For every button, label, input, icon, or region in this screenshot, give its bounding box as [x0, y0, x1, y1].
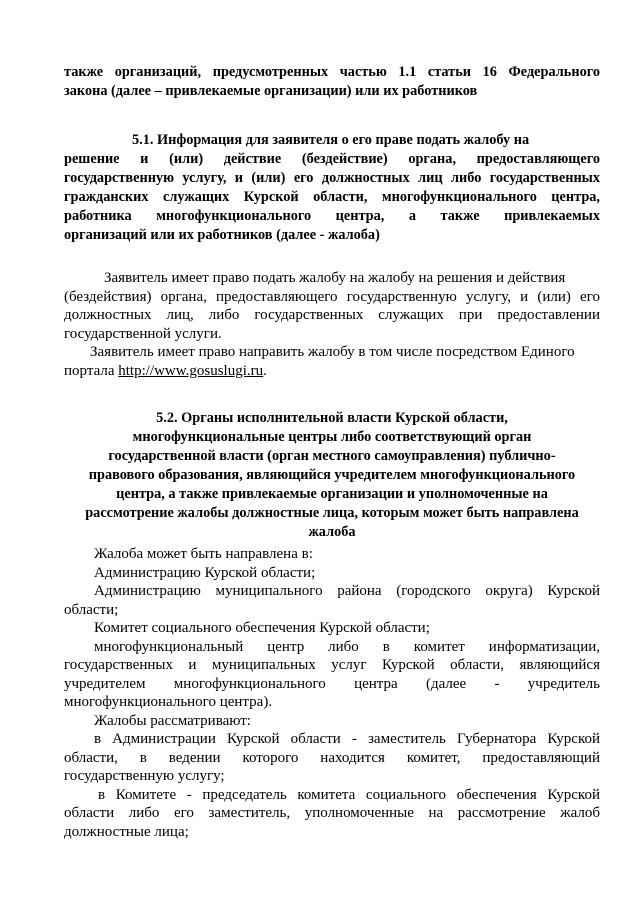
- body-line: многофункциональный центр либо в комитет информатизации,: [94, 638, 600, 655]
- section-5-1-paragraph-2: [64, 343, 600, 380]
- body-line: Администрацию муниципального района (городского округа) Курской: [94, 583, 600, 599]
- body-line: Комитет социального обеспечения Курской области;: [94, 620, 430, 636]
- heading-line: жалоба: [308, 524, 356, 540]
- paragraph-line: Заявитель имеет право подать жалобу на жалобу на решения и действия: [104, 270, 566, 286]
- intro-text: [64, 63, 600, 101]
- heading-line: гражданских служащих Курской области, многофункционального центра,: [64, 189, 600, 205]
- body-line: области либо его заместитель, уполномоченные на рассмотрение жалоб: [64, 805, 600, 821]
- section-5-1-heading: [64, 131, 600, 245]
- section-5-2-heading: [64, 409, 600, 542]
- body-line: области, в ведении которого находится комитет, предоставляющий: [64, 749, 600, 766]
- section-5-1-paragraph-1: [64, 269, 600, 343]
- heading-line: государственной власти (орган местного самоуправления) публично-: [108, 448, 556, 464]
- body-line: многофункционального центра).: [64, 694, 273, 710]
- body-line: в Комитете - председатель комитета социального обеспечения Курской: [98, 786, 600, 803]
- body-line: государственных и муниципальных услуг Курской области, являющийся: [64, 657, 600, 673]
- body-line: Жалоба может быть направлена в:: [94, 546, 313, 562]
- heading-line: государственную услугу, и (или) его должностных лиц либо государственных: [64, 170, 600, 186]
- section-5-2-body: [64, 545, 600, 841]
- heading-line: работника многофункционального центра, а также привлекаемых: [64, 208, 600, 224]
- body-line: области;: [64, 601, 119, 618]
- heading-line: центра, а также привлекаемые организации и уполномоченные на: [116, 486, 548, 502]
- paragraph-line: Заявитель имеет право направить жалобу в том числе посредством Единого: [90, 344, 575, 360]
- portal-suffix: .: [263, 362, 267, 379]
- intro-line: закона (далее – привлекаемые организации) или их работников: [64, 83, 478, 99]
- gosuslugi-link[interactable]: http://www.gosuslugi.ru: [118, 362, 264, 379]
- body-line: государственную услугу;: [64, 768, 225, 784]
- intro-line: также организаций, предусмотренных частью 1.1 статьи 16 Федерального: [64, 64, 600, 80]
- heading-line: многофункциональные центры либо соответствующий орган: [132, 429, 532, 445]
- body-line: Администрацию Курской области;: [94, 564, 316, 581]
- portal-prefix: портала: [64, 362, 119, 379]
- paragraph-line: государственной услуги.: [64, 325, 222, 342]
- body-line: в Администрации Курской области - заместитель Губернатора Курской: [94, 731, 600, 747]
- paragraph-line: (бездействия) органа, предоставляющего государственную услугу, и (или) его: [64, 288, 600, 305]
- heading-line: 5.2. Органы исполнительной власти Курской области,: [156, 410, 508, 426]
- body-line: должностные лица;: [64, 823, 189, 840]
- body-line: Жалобы рассматривают:: [94, 712, 251, 729]
- heading-line: 5.1. Информация для заявителя о его праве подать жалобу на: [132, 132, 530, 148]
- body-line: учредителем многофункционального центра (далее - учредитель: [64, 675, 600, 692]
- heading-line: рассмотрение жалобы должностные лица, которым может быть направлена: [85, 505, 579, 521]
- paragraph-line: [64, 362, 600, 381]
- heading-line: организаций или их работников (далее - жалоба): [64, 227, 380, 243]
- paragraph-line: должностных лиц, либо государственных служащих при предоставлении: [64, 307, 600, 323]
- heading-line: правового образования, являющийся учредителем многофункционального: [88, 467, 576, 483]
- heading-line: решение и (или) действие (бездействие) органа, предоставляющего: [64, 151, 600, 167]
